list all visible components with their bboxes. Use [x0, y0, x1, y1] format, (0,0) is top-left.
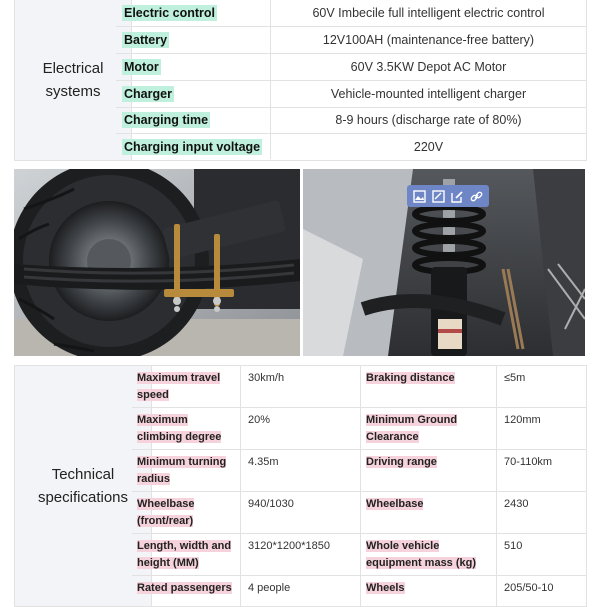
spec-label: Battery [124, 33, 168, 47]
spec-label: Length, width and height (MM) [137, 540, 232, 569]
table-row [116, 0, 586, 27]
spec-label: Wheelbase [366, 498, 424, 510]
spec-label: Rated passengers [137, 582, 232, 594]
spec-label: Wheels [366, 582, 405, 594]
leaf-spring-suspension-photo [14, 169, 300, 356]
spec-label: Charging input voltage [124, 140, 261, 154]
image-icon[interactable] [412, 189, 427, 204]
spec-value: 60V Imbecile full intelligent electric control [312, 6, 545, 20]
spec-label: Minimum Ground Clearance [366, 414, 458, 443]
spec-value: Vehicle-mounted intelligent charger [330, 87, 527, 101]
spec-value: 8-9 hours (discharge rate of 80%) [335, 113, 522, 127]
spec-value: 4 people [248, 582, 291, 594]
spec-value: 20% [248, 414, 271, 426]
table-row [116, 107, 586, 134]
spec-label: Motor [124, 60, 159, 74]
spec-label: Minimum turning radius [137, 456, 227, 485]
table-row [132, 534, 586, 576]
technical-specifications-table [14, 365, 587, 607]
table-row [132, 576, 586, 606]
spec-label: Charging time [124, 113, 209, 127]
table-row [132, 408, 586, 450]
spec-label: Maximum climbing degree [137, 414, 222, 443]
spec-label: Charger [124, 87, 172, 101]
crop-icon[interactable] [431, 189, 446, 204]
spec-value: 510 [504, 540, 523, 552]
spec-value: 4.35m [248, 456, 279, 468]
table-row [116, 54, 586, 81]
table-row [116, 134, 586, 159]
table-row [132, 366, 586, 408]
image-toolbar [407, 185, 489, 207]
spec-value: 30km/h [248, 372, 285, 384]
spec-label: Wheelbase (front/rear) [137, 498, 195, 527]
spec-value: 70-110km [504, 456, 553, 468]
spec-value: 60V 3.5KW Depot AC Motor [350, 60, 507, 74]
table-row [116, 27, 586, 54]
spec-value: 12V100AH (maintenance-free battery) [322, 33, 535, 47]
edit-icon[interactable] [450, 189, 465, 204]
table-row [132, 450, 586, 492]
spec-value: 220V [413, 139, 444, 154]
spec-value: 2430 [504, 498, 529, 510]
table-row [116, 81, 586, 108]
shock-absorber-photo [303, 169, 585, 356]
table-row [132, 492, 586, 534]
spec-label: Electric control [124, 6, 215, 20]
electrical-category-label: Electrical systems [15, 0, 132, 160]
technical-category-label: Technical specifications [15, 366, 152, 606]
spec-label: Maximum travel speed [137, 372, 221, 401]
spec-label: Whole vehicle equipment mass (kg) [366, 540, 477, 569]
spec-value: 3120*1200*1850 [248, 540, 330, 552]
link-icon[interactable] [469, 189, 484, 204]
spec-value: ≤5m [504, 372, 526, 384]
spec-value: 120mm [504, 414, 541, 426]
spec-value: 940/1030 [248, 498, 294, 510]
electrical-systems-table [14, 0, 587, 161]
spec-value: 205/50-10 [504, 582, 554, 594]
spec-label: Driving range [366, 456, 437, 468]
spec-label: Braking distance [366, 372, 455, 384]
